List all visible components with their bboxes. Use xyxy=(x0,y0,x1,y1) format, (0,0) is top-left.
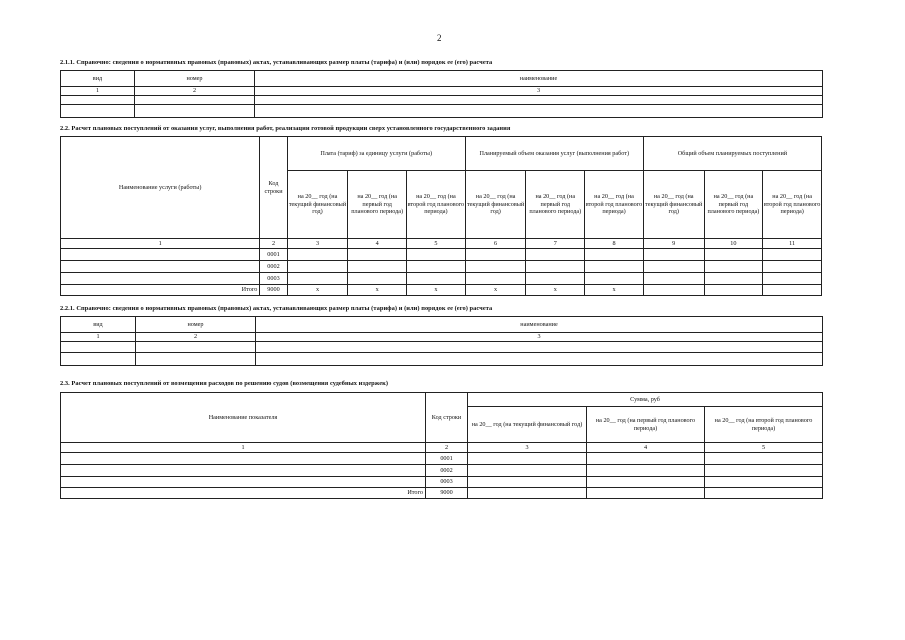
index-cell: 1 xyxy=(61,239,260,249)
total-label: Итого xyxy=(61,488,426,499)
index-cell: 3 xyxy=(287,239,348,249)
total-row xyxy=(61,488,823,499)
normative-acts-table-2 xyxy=(60,316,823,366)
col-year-first: на 20__ год (на первый год планового периода) xyxy=(587,407,705,443)
col-year-second: на 20__ год (на второй год планового периода) xyxy=(763,171,822,239)
index-row xyxy=(61,443,823,453)
table-row xyxy=(61,465,823,477)
index-cell: 6 xyxy=(465,239,526,249)
index-cell: 1 xyxy=(61,333,136,342)
total-code: 9000 xyxy=(260,285,287,296)
table-row xyxy=(61,105,823,118)
col-line-code: Код строки xyxy=(426,393,468,443)
index-cell: 10 xyxy=(704,239,763,249)
col-year-current: на 20__ год (на текущий финансовый год) xyxy=(468,407,587,443)
col-line-code: Код строки xyxy=(260,137,287,239)
line-code: 0001 xyxy=(426,453,468,465)
index-cell: 2 xyxy=(136,333,256,342)
index-cell: 8 xyxy=(585,239,644,249)
index-cell: 1 xyxy=(61,443,426,453)
col-vid: вид xyxy=(61,317,136,333)
col-year-current: на 20__ год (на текущий финансовый год) xyxy=(643,171,704,239)
col-year-second: на 20__ год (на второй год планового периода) xyxy=(585,171,644,239)
col-nomer: номер xyxy=(136,317,256,333)
col-vid: вид xyxy=(61,71,135,87)
index-cell: 5 xyxy=(705,443,823,453)
index-row xyxy=(61,239,822,249)
section-2-2-1-heading: 2.2.1. Справочно: сведения о нормативных правовых (правовых) актах, устанавливающих размер платы (тарифа) и (или) порядок ее (его) расчета xyxy=(60,305,493,312)
total-code: 9000 xyxy=(426,488,468,499)
index-cell: 3 xyxy=(468,443,587,453)
line-code: 0002 xyxy=(426,465,468,477)
index-cell: 2 xyxy=(426,443,468,453)
x-mark: x xyxy=(287,285,348,296)
col-year-first: на 20__ год (на первый год планового периода) xyxy=(704,171,763,239)
x-mark: x xyxy=(585,285,644,296)
index-cell: 2 xyxy=(135,87,255,96)
col-service-name: Наименование услуги (работы) xyxy=(61,137,260,239)
col-year-first: на 20__ год (на первый год планового периода) xyxy=(348,171,407,239)
x-mark: x xyxy=(526,285,585,296)
table-row xyxy=(61,353,823,366)
index-cell: 3 xyxy=(256,333,823,342)
court-expenses-table xyxy=(60,392,823,499)
col-nomer: номер xyxy=(135,71,255,87)
col-naimenovanie: наименование xyxy=(255,71,823,87)
col-year-current: на 20__ год (на текущий финансовый год) xyxy=(465,171,526,239)
table-row xyxy=(61,342,823,353)
total-row xyxy=(61,285,822,296)
table-row xyxy=(61,273,822,285)
index-cell: 1 xyxy=(61,87,135,96)
index-cell: 4 xyxy=(348,239,407,249)
x-mark: x xyxy=(407,285,466,296)
group-price: Плата (тариф) за единицу услуги (работы) xyxy=(287,137,465,171)
col-year-second: на 20__ год (на второй год планового периода) xyxy=(705,407,823,443)
page-number: 2 xyxy=(437,33,442,43)
x-mark: x xyxy=(348,285,407,296)
index-cell: 7 xyxy=(526,239,585,249)
group-total: Общий объем планируемых поступлений xyxy=(643,137,821,171)
section-2-3-heading: 2.3. Расчет плановых поступлений от возмещения расходов по решению судов (возмещения судебных издержек) xyxy=(60,380,389,387)
sum-header: Сумма, руб xyxy=(468,393,823,407)
normative-acts-table-1 xyxy=(60,70,823,118)
line-code: 0003 xyxy=(426,477,468,488)
total-label: Итого xyxy=(61,285,260,296)
table-row xyxy=(61,261,822,273)
index-cell: 4 xyxy=(587,443,705,453)
table-row xyxy=(61,477,823,488)
col-year-current: на 20__ год (на текущий финансовый год) xyxy=(287,171,348,239)
col-indicator-name: Наименование показателя xyxy=(61,393,426,443)
services-revenue-table xyxy=(60,136,822,296)
line-code: 0001 xyxy=(260,249,287,261)
group-volume: Планируемый объем оказания услуг (выполнения работ) xyxy=(465,137,643,171)
table-row xyxy=(61,249,822,261)
index-cell: 2 xyxy=(260,239,287,249)
index-cell: 3 xyxy=(255,87,823,96)
line-code: 0003 xyxy=(260,273,287,285)
table-row xyxy=(61,453,823,465)
table-row xyxy=(61,96,823,105)
index-cell: 9 xyxy=(643,239,704,249)
line-code: 0002 xyxy=(260,261,287,273)
col-naimenovanie: наименование xyxy=(256,317,823,333)
index-cell: 5 xyxy=(407,239,466,249)
col-year-second: на 20__ год (на второй год планового периода) xyxy=(407,171,466,239)
section-2-2-heading: 2.2. Расчет плановых поступлений от оказания услуг, выполнения работ, реализации готовой продукции сверх установленного государственного задания xyxy=(60,125,511,132)
x-mark: x xyxy=(465,285,526,296)
section-2-1-1-heading: 2.1.1. Справочно: сведения о нормативных правовых (правовых) актах, устанавливающих размер платы (тарифа) и (или) порядок ее (его) расчета xyxy=(60,59,493,66)
col-year-first: на 20__ год (на первый год планового периода) xyxy=(526,171,585,239)
index-cell: 11 xyxy=(763,239,822,249)
